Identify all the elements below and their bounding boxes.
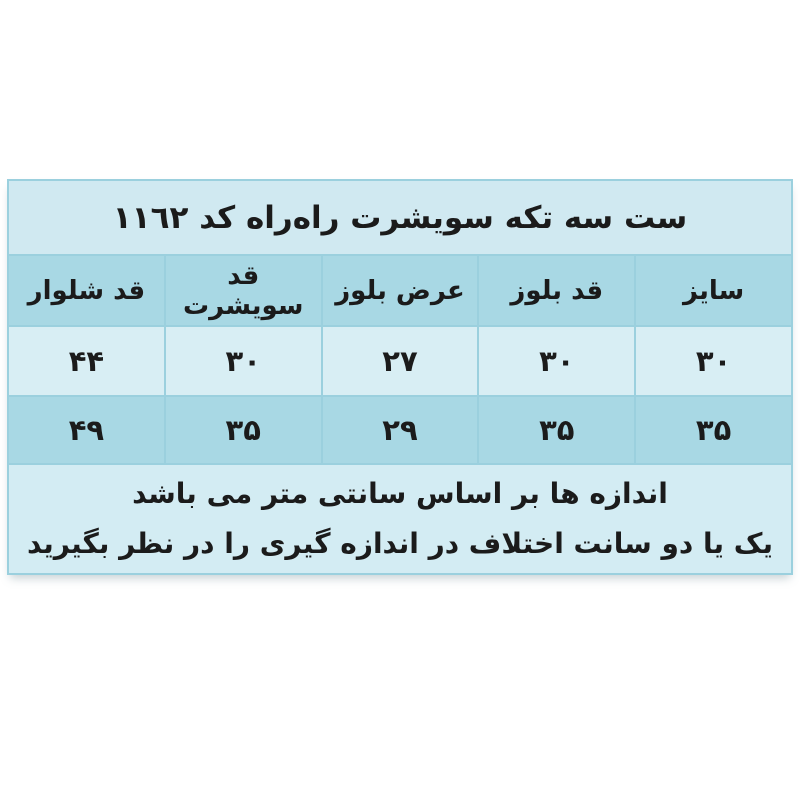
size-chart-table bbox=[7, 179, 793, 575]
cell-blouse-width: ۲۷ bbox=[322, 326, 479, 396]
cell-blouse-length: ۳۰ bbox=[478, 326, 635, 396]
cell-blouse-length: ۳۵ bbox=[478, 396, 635, 464]
table-row-size-30 bbox=[8, 326, 792, 396]
header-row bbox=[8, 255, 792, 326]
note-tolerance: یک یا دو سانت اختلاف در اندازه گیری را در نظر بگیرید bbox=[27, 527, 773, 560]
col-header-sweatshirt-length: قد سویشرت bbox=[165, 255, 322, 326]
note-units: اندازه ها بر اساس سانتی متر می باشد bbox=[132, 477, 668, 510]
notes-cell bbox=[8, 464, 792, 574]
cell-blouse-width: ۲۹ bbox=[322, 396, 479, 464]
col-header-size: سایز bbox=[635, 255, 792, 326]
notes-row bbox=[8, 464, 792, 574]
col-header-pants-length: قد شلوار bbox=[8, 255, 165, 326]
cell-size: ۳۵ bbox=[635, 396, 792, 464]
col-header-blouse-length: قد بلوز bbox=[478, 255, 635, 326]
cell-sweatshirt-length: ۳۰ bbox=[165, 326, 322, 396]
cell-sweatshirt-length: ۳۵ bbox=[165, 396, 322, 464]
cell-pants-length: ۴۹ bbox=[8, 396, 165, 464]
table-row-size-35 bbox=[8, 396, 792, 464]
table-title: ست سه تکه سویشرت راه‌راه کد ١١٦٢ bbox=[8, 180, 792, 255]
cell-pants-length: ۴۴ bbox=[8, 326, 165, 396]
cell-size: ۳۰ bbox=[635, 326, 792, 396]
col-header-blouse-width: عرض بلوز bbox=[322, 255, 479, 326]
title-row bbox=[8, 180, 792, 255]
